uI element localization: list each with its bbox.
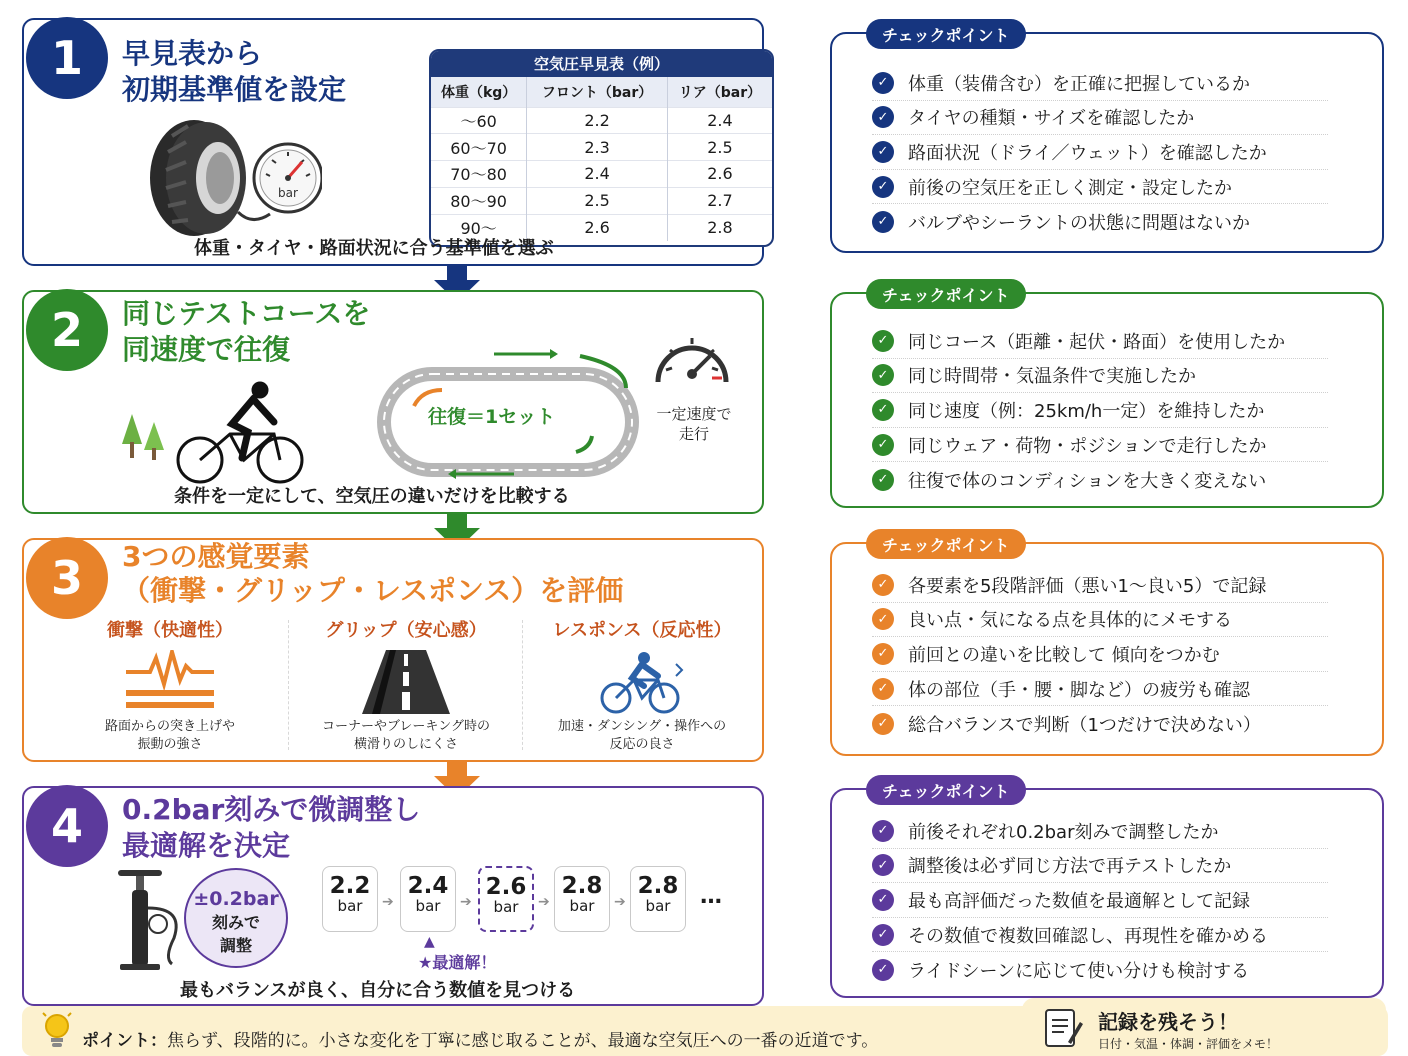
- floor-pump-icon: [114, 868, 194, 972]
- check-text: 前回との違いを比較して 傾向をつかむ: [908, 644, 1220, 666]
- step2-title-line2: 同速度で往復: [122, 333, 291, 366]
- check-icon: ✓: [872, 643, 894, 665]
- check-icon: ✓: [872, 72, 894, 94]
- adjust-step-badge: [184, 868, 288, 968]
- step3-number: 3: [26, 537, 108, 619]
- cell: 2.6: [667, 161, 772, 188]
- tire-gauge-illustration: [142, 116, 322, 240]
- check-text: 体の部位（手・腰・脚など）の疲労も確認: [908, 679, 1250, 701]
- cell: 90～: [431, 214, 527, 241]
- cell: 80～90: [431, 187, 527, 214]
- check-text: 体重（装備含む）を正確に把握しているか: [908, 73, 1250, 95]
- step2-number: 2: [26, 289, 108, 371]
- cyclist-trees-illustration: [114, 374, 314, 484]
- cell: 2.4: [527, 161, 668, 188]
- check-icon: ✓: [872, 141, 894, 163]
- pressure-value: 2.2: [329, 873, 371, 899]
- step2-check-list: [872, 324, 1328, 497]
- step3-panel: [22, 538, 764, 762]
- list-item: [872, 359, 1328, 394]
- arrow-right-icon: ➔: [460, 894, 472, 910]
- check-text: 路面状況（ドライ／ウェット）を確認したか: [908, 142, 1267, 164]
- cell: 2.2: [527, 107, 668, 134]
- speedometer-icon: [652, 326, 732, 392]
- cell: 2.4: [667, 107, 772, 134]
- list-item: [872, 101, 1328, 136]
- optimal-label-text: 最適解！: [432, 953, 497, 972]
- step3-check-tag: チェックポイント: [866, 529, 1026, 559]
- desc-line: 加速・ダンシング・操作への: [557, 719, 727, 734]
- memo-reminder: [1022, 998, 1386, 1056]
- list-item: [872, 603, 1328, 638]
- desc-line: 路面からの突き上げや: [104, 719, 235, 734]
- memo-sub: 日付・気温・体調・評価をメモ！: [1098, 1037, 1279, 1051]
- list-item: [872, 428, 1328, 463]
- step4-caption: 最もバランスが良く、自分に合う数値を見つける: [180, 980, 576, 1001]
- list-item: [872, 672, 1328, 707]
- check-text: 良い点・気になる点を具体的にメモする: [908, 610, 1232, 632]
- list-item: [872, 918, 1328, 953]
- divider: [288, 620, 289, 750]
- check-icon: ✓: [872, 889, 894, 911]
- pressure-value: 2.8: [637, 873, 679, 899]
- pressure-unit: bar: [569, 897, 595, 915]
- list-item: [872, 568, 1328, 603]
- step3-checkpoints: [830, 535, 1384, 756]
- pressure-unit: bar: [337, 897, 363, 915]
- check-icon: ✓: [872, 713, 894, 735]
- step2-panel: [22, 290, 764, 514]
- step4-panel: [22, 786, 764, 1006]
- step4-check-tag: チェックポイント: [866, 775, 1026, 805]
- gauge-unit-label: bar: [278, 186, 298, 200]
- step4-checkpoints: [830, 781, 1384, 998]
- cell: 70～80: [431, 161, 527, 188]
- list-item: [872, 393, 1328, 428]
- tire-icon: [150, 120, 246, 236]
- check-text: 同じ速度（例：25km/h一定）を維持したか: [908, 400, 1265, 422]
- check-icon: ✓: [872, 959, 894, 981]
- list-item: [872, 883, 1328, 918]
- pressure-unit: bar: [493, 898, 519, 916]
- pressure-value: 2.4: [407, 873, 449, 899]
- step4-title: [122, 792, 420, 864]
- arrow-right-icon: ➔: [614, 894, 626, 910]
- feel-grip: [290, 616, 522, 752]
- cell: 2.7: [667, 187, 772, 214]
- sprinting-cyclist-icon: [592, 650, 692, 714]
- footer-point-text: [82, 1026, 878, 1051]
- step3-title-line2: （衝撃・グリップ・レスポンス）を評価: [122, 574, 624, 607]
- list-item: [872, 849, 1328, 884]
- list-item: [872, 952, 1328, 987]
- list-item: [872, 462, 1328, 497]
- badge-line2: 刻みで: [211, 913, 260, 932]
- cell: 2.5: [667, 134, 772, 161]
- point-text: 焦らず、段階的に。小さな変化を丁寧に感じ取ることが、最適な空気圧への一番の近道です。: [167, 1031, 879, 1051]
- cell: ～60: [431, 107, 527, 134]
- step1-check-tag: チェックポイント: [866, 19, 1026, 49]
- check-icon: ✓: [872, 469, 894, 491]
- list-item: [872, 135, 1328, 170]
- table-row: [431, 134, 772, 161]
- feel-response-head: レスポンス（反応性）: [552, 620, 732, 641]
- badge-line1: ±0.2bar: [193, 888, 279, 910]
- cell: 2.8: [667, 214, 772, 241]
- pressure-gauge-icon: [254, 144, 322, 212]
- point-label: ポイント：: [82, 1031, 167, 1051]
- check-icon: ✓: [872, 106, 894, 128]
- table-row: [431, 187, 772, 214]
- check-icon: ✓: [872, 434, 894, 456]
- check-icon: ✓: [872, 924, 894, 946]
- step4-check-list: [872, 814, 1328, 987]
- col-header-rear: リア（bar）: [667, 77, 772, 107]
- impact-wave-icon: [120, 650, 220, 712]
- step2-title-line1: 同じテストコースを: [122, 297, 371, 330]
- check-text: 往復で体のコンディションを大きく変えない: [908, 470, 1267, 492]
- pressure-step-box-optimal: [478, 866, 534, 932]
- feel-response-desc: [526, 718, 758, 754]
- check-icon: ✓: [872, 608, 894, 630]
- table-row: [431, 107, 772, 134]
- pressure-chart-table: [429, 49, 774, 247]
- tire-road-icon: [356, 650, 456, 714]
- pressure-value: 2.8: [561, 873, 603, 899]
- pressure-table: [431, 77, 772, 241]
- check-text: 同じ時間帯・気温条件で実施したか: [908, 366, 1196, 388]
- check-icon: ✓: [872, 854, 894, 876]
- optimal-arrow-icon: ▲: [424, 934, 435, 950]
- feel-response: [526, 616, 758, 752]
- pressure-value: 2.6: [485, 874, 527, 900]
- check-icon: ✓: [872, 820, 894, 842]
- check-text: 総合バランスで判断（1つだけで決めない）: [908, 714, 1261, 736]
- cell: 60～70: [431, 134, 527, 161]
- check-text: 前後の空気圧を正しく測定・設定したか: [908, 177, 1232, 199]
- step4-number: 4: [26, 785, 108, 867]
- list-item: [872, 170, 1328, 205]
- desc-line: 横滑りのしにくさ: [353, 737, 458, 752]
- step1-number: 1: [26, 17, 108, 99]
- step4-title-line2: 最適解を決定: [122, 829, 291, 862]
- memo-title: 記録を残そう！: [1098, 1010, 1238, 1034]
- pressure-step-box: [554, 866, 610, 932]
- list-item: [872, 324, 1328, 359]
- star-icon: ★: [418, 953, 433, 972]
- check-text: バルブやシーラントの状態に問題はないか: [908, 212, 1250, 234]
- step2-check-tag: チェックポイント: [866, 279, 1026, 309]
- table-row: [431, 161, 772, 188]
- arrow-right-icon: ➔: [382, 894, 394, 910]
- step2-checkpoints: [830, 285, 1384, 508]
- cyclist-icon: [178, 382, 302, 482]
- check-icon: ✓: [872, 399, 894, 421]
- pressure-chart-title: 空気圧早見表（例）: [431, 51, 772, 77]
- speed-label-line1: 一定速度で: [656, 405, 732, 423]
- check-text: 前後それぞれ0.2bar刻みで調整したか: [908, 821, 1219, 843]
- feel-impact-head: 衝撃（快適性）: [107, 620, 233, 641]
- check-icon: ✓: [872, 176, 894, 198]
- check-text: 調整後は必ず同じ方法で再テストしたか: [908, 856, 1232, 878]
- col-header-front: フロント（bar）: [527, 77, 668, 107]
- check-text: 同じウェア・荷物・ポジションで走行したか: [908, 435, 1267, 457]
- cell: 2.5: [527, 187, 668, 214]
- check-text: 各要素を5段階評価（悪い1～良い5）で記録: [908, 575, 1267, 597]
- divider: [522, 620, 523, 750]
- check-text: 同じコース（距離・起伏・路面）を使用したか: [908, 331, 1286, 353]
- check-text: タイヤの種類・サイズを確認したか: [908, 108, 1195, 130]
- optimal-label: [418, 950, 496, 973]
- list-item: [872, 637, 1328, 672]
- desc-line: 反応の良さ: [609, 737, 675, 752]
- step1-caption: 体重・タイヤ・路面状況に合う基準値を選ぶ: [194, 238, 554, 259]
- list-item: [872, 814, 1328, 849]
- step1-title: [122, 36, 346, 108]
- pressure-step-box: [400, 866, 456, 932]
- notepad-pencil-icon: [1044, 1006, 1084, 1050]
- check-text: その数値で複数回確認し、再現性を確かめる: [908, 925, 1268, 947]
- step1-title-line1: 早見表から: [122, 37, 263, 70]
- check-icon: ✓: [872, 678, 894, 700]
- check-text: ライドシーンに応じて使い分けも検討する: [908, 960, 1250, 982]
- check-text: 最も高評価だった数値を最適解として記録: [908, 890, 1250, 912]
- step3-title: [122, 540, 623, 608]
- step1-check-list: [872, 66, 1328, 239]
- pressure-step-box: [630, 866, 686, 932]
- step1-title-line2: 初期基準値を設定: [122, 73, 347, 106]
- step1-checkpoints: [830, 25, 1384, 253]
- list-item: [872, 706, 1328, 741]
- step3-check-list: [872, 568, 1328, 741]
- col-header-weight: 体重（kg）: [431, 77, 527, 107]
- desc-line: 振動の強さ: [137, 737, 203, 752]
- cell: 2.3: [527, 134, 668, 161]
- desc-line: コーナーやブレーキング時の: [321, 719, 491, 734]
- pressure-unit: bar: [415, 897, 441, 915]
- step4-title-line1: 0.2bar刻みで微調整し: [122, 793, 421, 826]
- tree-icon: [122, 414, 164, 460]
- feel-impact: [54, 616, 286, 752]
- badge-line3: 調整: [219, 936, 252, 955]
- step1-panel: [22, 18, 764, 266]
- step2-title: [122, 296, 370, 368]
- ellipsis: …: [700, 884, 722, 909]
- check-icon: ✓: [872, 211, 894, 233]
- pressure-unit: bar: [645, 897, 671, 915]
- pressure-step-box: [322, 866, 378, 932]
- speed-label-line2: 走行: [678, 425, 709, 443]
- step3-title-line1: 3つの感覚要素: [122, 540, 310, 573]
- list-item: [872, 66, 1328, 101]
- feel-impact-desc: [54, 718, 286, 754]
- track-label: 往復＝1セット: [428, 406, 556, 428]
- feel-grip-desc: [290, 718, 522, 754]
- check-icon: ✓: [872, 330, 894, 352]
- arrow-right-icon: ➔: [538, 894, 550, 910]
- step2-caption: 条件を一定にして、空気圧の違いだけを比較する: [174, 486, 570, 507]
- speed-label: [644, 404, 744, 444]
- list-item: [872, 204, 1328, 239]
- check-icon: ✓: [872, 574, 894, 596]
- cell: 2.6: [527, 214, 668, 241]
- feel-grip-head: グリップ（安心感）: [325, 620, 487, 641]
- lightbulb-icon: [42, 1012, 72, 1050]
- check-icon: ✓: [872, 364, 894, 386]
